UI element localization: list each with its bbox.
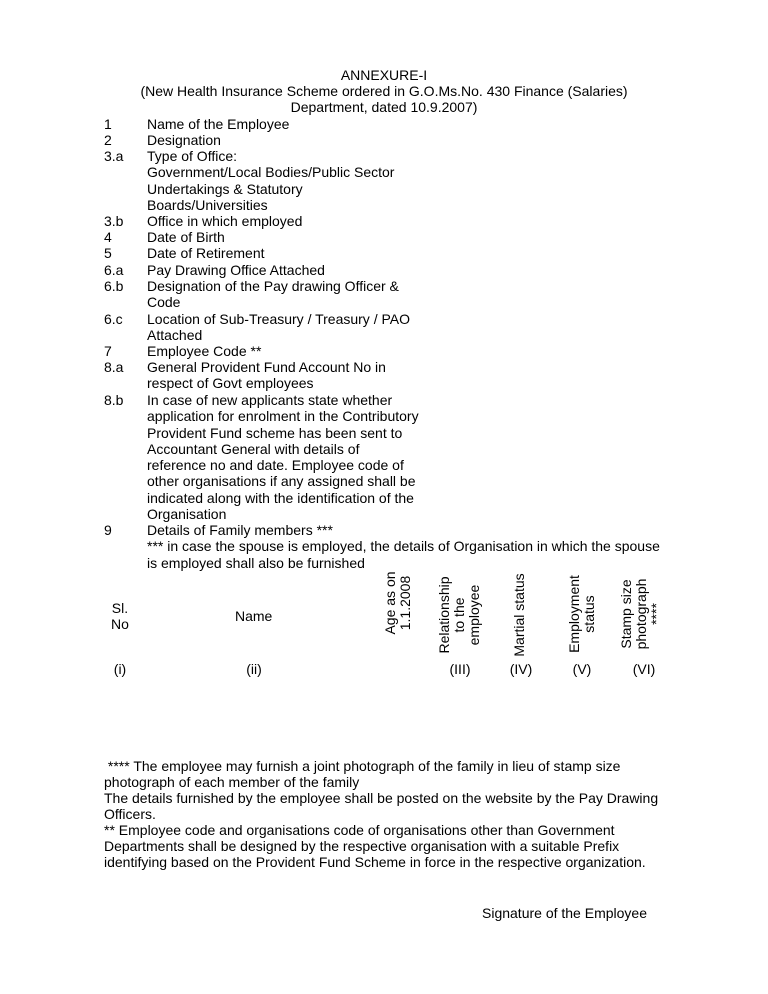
item-text: General Provident Fund Account No in respect of Govt employees [147, 359, 386, 392]
item-number: 6.b [104, 278, 124, 294]
item-text: Designation [147, 132, 221, 148]
col-numeral: (i) [113, 661, 127, 677]
item-number: 6.c [104, 311, 123, 327]
item-number: 3.b [104, 213, 124, 229]
item-text: In case of new applicants state whether application for enrolment in the Contributory Provident Fund scheme has been sent to Accountant General with details of reference no and date. Employee code of other organisations if any assigned shall be indicated along with the identification of the Organisation [147, 392, 419, 523]
item-text: Date of Retirement [147, 245, 265, 261]
annexure-subtitle-line-1: (New Health Insurance Scheme ordered in G.O.Ms.No. 430 Finance (Salaries) [140, 83, 628, 99]
col-header-sl-no: Sl. No [111, 600, 129, 632]
item-text: Name of the Employee [147, 116, 290, 132]
col-numeral: (IV) [509, 661, 533, 677]
col-header-relationship: Relationship to the employee [436, 576, 482, 654]
item-text: Date of Birth [147, 229, 225, 245]
item-number: 6.a [104, 262, 124, 278]
item-number: 1 [104, 116, 112, 132]
col-numeral: (III) [449, 661, 471, 677]
item-number: 3.a [104, 148, 124, 164]
col-header-employment-status: Employment status [566, 575, 597, 653]
item-number: 7 [104, 343, 112, 359]
col-header-name: Name [235, 608, 273, 624]
item-text: Type of Office: Government/Local Bodies/Public Sector Undertakings & Statutory Boards/Universities [147, 148, 395, 213]
item-number: 9 [104, 522, 112, 538]
item-text: Pay Drawing Office Attached [147, 262, 325, 278]
item-number: 2 [104, 132, 112, 148]
item-text: Office in which employed [147, 213, 303, 229]
item-number: 8.b [104, 392, 124, 408]
col-header-age: Age as on 1.1.2008 [382, 571, 413, 635]
item-number: 8.a [104, 359, 124, 375]
col-header-marital-status: Martial status [511, 573, 527, 657]
item-text: Designation of the Pay drawing Officer & Code [147, 278, 399, 311]
col-numeral: (VI) [632, 661, 656, 677]
item-number: 5 [104, 245, 112, 261]
annexure-title: ANNEXURE-I [340, 67, 428, 83]
signature-label: Signature of the Employee [482, 905, 647, 921]
annexure-subtitle-line-2: Department, dated 10.9.2007) [290, 99, 478, 115]
item-text: Details of Family members *** *** in case the spouse is employed, the details of Organisation in which the spouse is employed shall also be furnished [147, 522, 660, 571]
col-header-photograph: Stamp size photograph **** [618, 578, 664, 650]
item-text: Employee Code ** [147, 343, 262, 359]
item-number: 4 [104, 229, 112, 245]
notes-block: **** The employee may furnish a joint photograph of the family in lieu of stamp size photograph of each member of the family The details furnished by the employee shall be posted on the website by the Pay Drawing Officers. ** Employee code and organisations code of organisations other than Government Departments shall be designed by the respective organisation with a suitable Prefix identifying based on the Provident Fund Scheme in force in the respective organization. [104, 758, 659, 870]
item-text: Location of Sub-Treasury / Treasury / PAO Attached [147, 311, 410, 344]
col-numeral: (V) [572, 661, 592, 677]
col-numeral: (ii) [246, 661, 262, 677]
